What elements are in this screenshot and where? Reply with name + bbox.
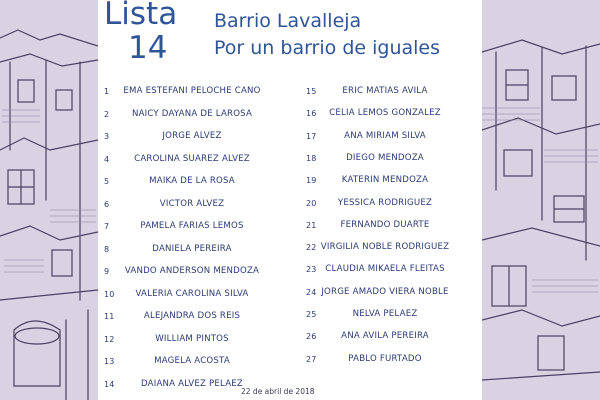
candidate-number: 20 bbox=[306, 198, 317, 208]
candidate-number: 1 bbox=[104, 87, 110, 96]
list-number: 14 bbox=[128, 30, 168, 66]
list-label: Lista bbox=[104, 0, 178, 32]
candidate-name: CLAUDIA MIKAELA FLEITAS bbox=[325, 264, 445, 275]
candidate-number: 15 bbox=[306, 87, 317, 96]
candidate-number: 2 bbox=[104, 109, 110, 119]
candidate-name: ANA AVILA PEREIRA bbox=[341, 331, 429, 342]
candidate-number: 16 bbox=[306, 109, 317, 119]
neighborhood-title: Barrio Lavalleja bbox=[214, 10, 362, 32]
candidate-name: DANIELA PEREIRA bbox=[152, 243, 232, 254]
election-date: 22 de abril de 2018 bbox=[241, 387, 315, 396]
candidate-number: 9 bbox=[104, 267, 110, 276]
candidate-name: ALEJANDRA DOS REIS bbox=[143, 311, 241, 321]
right-sketch-illustration bbox=[482, 0, 600, 400]
candidate-number: 21 bbox=[306, 220, 317, 230]
candidate-name: KATERIN MENDOZA bbox=[341, 175, 429, 186]
candidate-number: 12 bbox=[104, 334, 115, 344]
candidate-number: 23 bbox=[306, 265, 317, 275]
candidate-number: 8 bbox=[104, 244, 110, 254]
left-sketch-illustration bbox=[0, 0, 98, 400]
candidate-number: 7 bbox=[104, 222, 110, 231]
candidate-name: ANA MIRIAM SILVA bbox=[344, 130, 426, 141]
candidate-name: JORGE ALVEZ bbox=[162, 131, 222, 141]
candidate-number: 27 bbox=[306, 354, 317, 364]
candidate-name: NAICY DAYANA DE LAROSA bbox=[131, 108, 253, 119]
candidate-number: 17 bbox=[306, 131, 317, 141]
slogan: Por un barrio de iguales bbox=[214, 37, 440, 59]
candidate-number: 18 bbox=[306, 153, 317, 163]
candidate-name: VALERIA CAROLINA SILVA bbox=[135, 288, 249, 299]
candidate-name: NELVA PELAEZ bbox=[352, 309, 418, 319]
candidate-number: 22 bbox=[306, 243, 317, 253]
candidate-name: VIRGILIA NOBLE RODRIGUEZ bbox=[320, 242, 450, 253]
candidate-number: 5 bbox=[104, 177, 110, 186]
candidate-name: EMA ESTEFANI PELOCHE CANO bbox=[123, 86, 261, 96]
candidate-name: JORGE AMADO VIERA NOBLE bbox=[321, 286, 449, 297]
candidate-number: 25 bbox=[306, 310, 317, 319]
candidate-number: 11 bbox=[104, 312, 115, 321]
candidate-number: 6 bbox=[104, 199, 110, 209]
candidate-name: ERIC MATIAS AVILA bbox=[342, 86, 428, 96]
candidate-number: 14 bbox=[104, 379, 115, 389]
candidate-name: DAIANA ALVEZ PELAEZ bbox=[140, 378, 244, 389]
candidate-name: MAIKA DE LA ROSA bbox=[149, 176, 235, 186]
candidate-name: VICTOR ALVEZ bbox=[159, 198, 225, 209]
candidate-name: PABLO FURTADO bbox=[348, 353, 422, 364]
candidate-name: WILLIAM PINTOS bbox=[155, 333, 229, 344]
candidate-name: MAGELA ACOSTA bbox=[154, 356, 230, 366]
candidate-name: YESSICA RODRIGUEZ bbox=[337, 197, 433, 208]
candidate-number: 4 bbox=[104, 154, 110, 164]
candidate-name: CAROLINA SUAREZ ALVEZ bbox=[134, 153, 250, 164]
candidate-name: PAMELA FARIAS LEMOS bbox=[140, 221, 244, 231]
candidate-name: VANDO ANDERSON MENDOZA bbox=[124, 266, 260, 276]
candidate-name: DIEGO MENDOZA bbox=[346, 152, 424, 163]
candidate-name: CELIA LEMOS GONZALEZ bbox=[329, 108, 441, 119]
candidate-number: 26 bbox=[306, 332, 317, 342]
candidate-number: 13 bbox=[104, 357, 115, 366]
candidate-number: 3 bbox=[104, 132, 110, 141]
candidate-number: 19 bbox=[306, 176, 317, 186]
candidate-number: 10 bbox=[104, 289, 115, 299]
candidate-number: 24 bbox=[306, 287, 317, 297]
candidate-name: FERNANDO DUARTE bbox=[340, 219, 430, 230]
